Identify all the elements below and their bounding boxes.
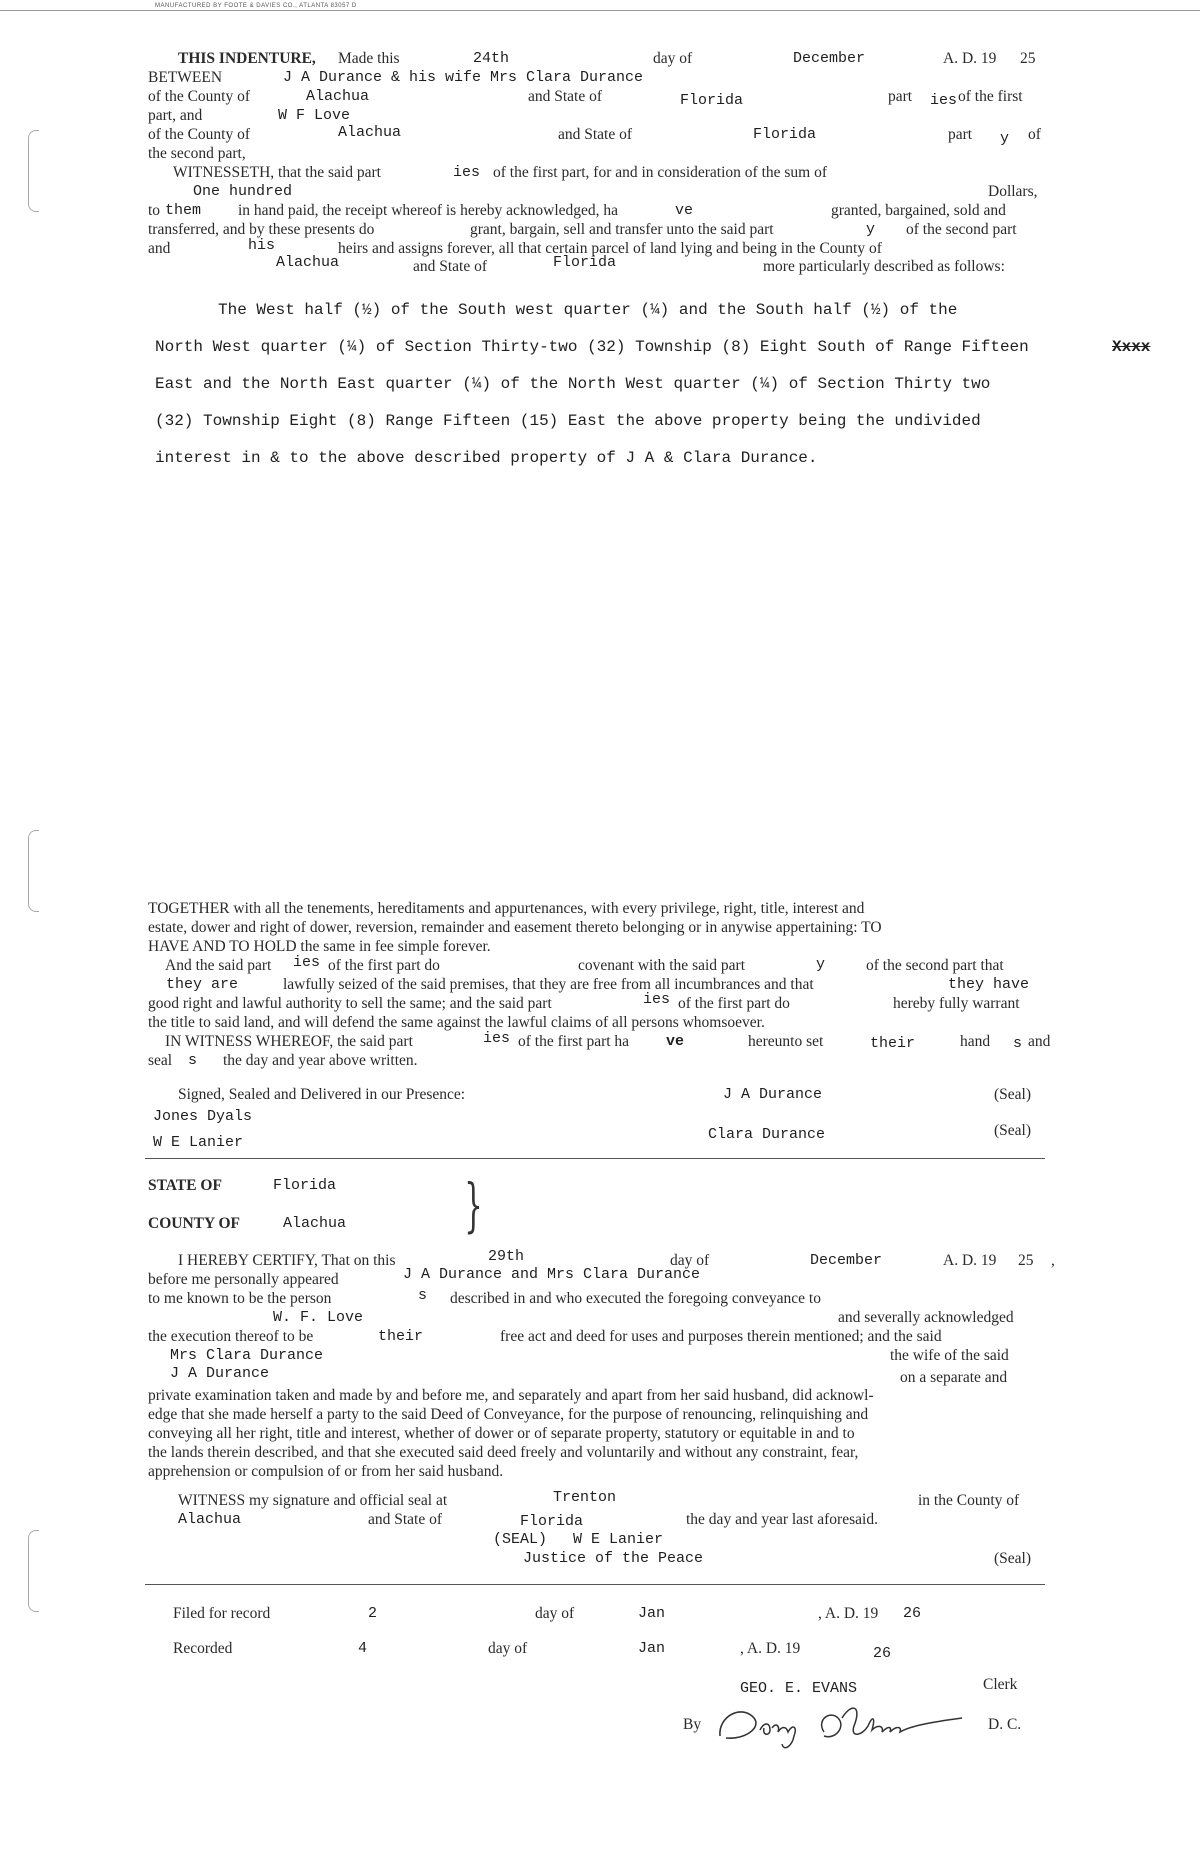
ack-year: 25 (1018, 1252, 1034, 1269)
indenture-heading: THIS INDENTURE, (178, 50, 316, 67)
county-label: of the County of (148, 126, 251, 143)
covenant-text: good right and lawful authority to sell the same; and the said part (148, 995, 552, 1012)
sum-amount: One hundred (193, 183, 293, 200)
exam-line-2: edge that she made herself a party to the said Deed of Conveyance, for the purpose of renouncing, relinquishing and (148, 1406, 869, 1423)
part-and-label: part, and (148, 107, 203, 124)
receipt-text: granted, bargained, sold and (831, 202, 1006, 219)
known-text: described in and who executed the foregoing conveyance to (450, 1290, 821, 1307)
appeared-label: before me personally appeared (148, 1271, 339, 1288)
covenant-text: And the said part (165, 957, 272, 974)
exam-line-3: conveying all her right, title and interest, whether of dower or of separate property, statutory or equitable in and to (148, 1425, 855, 1442)
transfer-text: grant, bargain, sell and transfer unto the said part (470, 221, 774, 238)
ad-label: , A. D. 19 (818, 1605, 879, 1622)
filed-month: Jan (638, 1605, 666, 1622)
plural-suffix: s (188, 1052, 198, 1069)
state-label: and State of (368, 1511, 443, 1528)
grantors: J A Durance & his wife Mrs Clara Durance (283, 69, 644, 86)
recorded-month: Jan (638, 1640, 666, 1657)
grantor-state: Florida (680, 92, 744, 109)
witnesseth-text: WITNESSETH, that the said part (173, 164, 381, 181)
comma: , (1051, 1252, 1055, 1269)
have-suffix: ve (666, 1033, 685, 1050)
in-witness-text: hereunto set (748, 1033, 824, 1050)
covenant-text: lawfully seized of the said premises, that they are free from all incumbrances and that (283, 976, 814, 993)
exam-line-4: the lands therein described, and that she executed said deed freely and voluntarily and without any constraint, fear, (148, 1444, 859, 1461)
in-county-label: in the County of (918, 1492, 1020, 1509)
land-county: Alachua (276, 254, 340, 271)
covenant-line-4: the title to said land, and will defend the same against the lawful claims of all persons whomsoever. (148, 1014, 765, 1031)
day-of-label: day of (535, 1605, 575, 1622)
grantee-suffix: y (1000, 130, 1010, 147)
of-the-first-label: of the first (958, 88, 1023, 105)
part-label: part (948, 126, 973, 143)
covenant-text: of the second part that (866, 957, 1004, 974)
grantor-suffix: ies (293, 954, 321, 971)
ack-text: and severally acknowledged (838, 1309, 1014, 1326)
day-of-label: day of (653, 50, 693, 67)
known-text: to me known to be the person (148, 1290, 332, 1307)
heirs-text: heirs and assigns forever, all that certain parcel of land lying and being in the County of (338, 240, 882, 257)
grantee-suffix: y (816, 956, 826, 973)
ack-place: Trenton (553, 1489, 617, 1506)
ad-label: , A. D. 19 (740, 1640, 801, 1657)
together-line-2: estate, dower and right of dower, reversion, remainder and easement thereto belonging or in anywise appertaining: TO (148, 919, 882, 936)
grantor-signature-1: J A Durance (723, 1086, 823, 1103)
county-label: of the County of (148, 88, 251, 105)
ack-witness-county: Alachua (178, 1511, 242, 1528)
plural-suffix: s (1013, 1035, 1023, 1052)
appeared-persons: J A Durance and Mrs Clara Durance (403, 1266, 701, 1283)
seal-mark: (Seal) (994, 1550, 1032, 1567)
witness-signature-2: W E Lanier (153, 1134, 244, 1151)
and-label: and (148, 240, 171, 257)
binding-mark (28, 130, 39, 212)
grantee: W F Love (278, 107, 351, 124)
in-witness-text: of the first part ha (518, 1033, 630, 1050)
by-label: By (683, 1716, 702, 1733)
together-line-1: TOGETHER with all the tenements, hereditaments and appurtenances, with every privilege, right, title, interest and (148, 900, 865, 917)
in-witness-text: IN WITNESS WHEREOF, the said part (165, 1033, 413, 1050)
deed-month: December (793, 50, 866, 67)
state-of-label: STATE OF (148, 1177, 222, 1194)
deed-year: 25 (1020, 50, 1036, 67)
filed-label: Filed for record (173, 1605, 271, 1622)
deputy-clerk-signature (712, 1696, 972, 1756)
officer-name: W E Lanier (573, 1531, 664, 1548)
hand-label: hand (960, 1033, 991, 1050)
clerk-name: GEO. E. EVANS (740, 1680, 858, 1697)
witness-pronoun: their (870, 1035, 916, 1052)
part-label: part (888, 88, 913, 105)
have-suffix: ve (675, 202, 694, 219)
and-label: and (1028, 1033, 1051, 1050)
witness-text: WITNESS my signature and official seal at (178, 1492, 448, 1509)
grantor-signature-2: Clara Durance (708, 1126, 826, 1143)
dollars-label: Dollars, (988, 183, 1038, 200)
officer-seal: (SEAL) (493, 1531, 548, 1548)
grantee-suffix: y (866, 221, 876, 238)
they-are: they are (166, 976, 239, 993)
aforesaid-text: the day and year last aforesaid. (686, 1511, 878, 1528)
exam-line-5: apprehension or compulsion of or from her said husband. (148, 1463, 504, 1480)
certify-text: I HEREBY CERTIFY, That on this (178, 1252, 396, 1269)
grantor-suffix: ies (483, 1030, 511, 1047)
officer-title: Justice of the Peace (523, 1550, 704, 1567)
grantor-county: Alachua (306, 88, 370, 105)
strikeout-text: Xxxx (1112, 338, 1151, 356)
recorded-day: 4 (358, 1640, 368, 1657)
exam-line-1: private examination taken and made by and before me, and separately and apart from her said husband, did acknowl- (148, 1387, 874, 1404)
description-line-1: The West half (½) of the South west quarter (¼) and the South half (½) of the (218, 301, 958, 319)
state-label: and State of (413, 258, 488, 275)
description-line-4: (32) Township Eight (8) Range Fifteen (15) East the above property being the undivided (155, 412, 981, 430)
witnesseth-text: of the first part, for and in consideration of the sum of (493, 164, 828, 181)
covenant-text: of the first part do (328, 957, 440, 974)
seal-mark: (Seal) (994, 1086, 1032, 1103)
made-this-label: Made this (338, 50, 400, 67)
to-label: to (148, 202, 161, 219)
witness-signature-1: Jones Dyals (153, 1108, 253, 1125)
covenant-text: hereby fully warrant (893, 995, 1020, 1012)
ack-witness-state: Florida (520, 1513, 584, 1530)
conveyance-to: W. F. Love (273, 1309, 364, 1326)
description-line-3: East and the North East quarter (¼) of the North West quarter (¼) of Section Thirty two (155, 375, 991, 393)
to-whom: them (165, 202, 202, 219)
signed-label: Signed, Sealed and Delivered in our Presence: (178, 1086, 466, 1103)
clerk-label: Clerk (983, 1676, 1018, 1693)
execution-text: free act and deed for uses and purposes therein mentioned; and the said (500, 1328, 942, 1345)
seal-mark: (Seal) (994, 1122, 1032, 1139)
second-part-label: the second part, (148, 145, 246, 162)
ad-label: A. D. 19 (943, 50, 997, 67)
ack-month: December (810, 1252, 883, 1269)
between-label: BETWEEN (148, 69, 223, 86)
land-state: Florida (553, 254, 617, 271)
covenant-text: of the first part do (678, 995, 790, 1012)
recorded-label: Recorded (173, 1640, 233, 1657)
binding-mark (28, 1530, 39, 1612)
recorded-year: 26 (873, 1645, 892, 1662)
section-divider (145, 1158, 1045, 1159)
transfer-text: transferred, and by these presents do (148, 221, 375, 238)
manufacturer-imprint: MANUFACTURED BY FOOTE & DAVIES CO., ATLANTA 83057 D (155, 3, 357, 9)
ack-county: Alachua (283, 1215, 347, 1232)
of-label: of (1028, 126, 1041, 143)
brace-symbol: } (464, 1171, 483, 1239)
day-of-label: day of (488, 1640, 528, 1657)
grantor-suffix: ies (643, 991, 671, 1008)
grantor-suffix: ies (453, 164, 481, 181)
ack-state: Florida (273, 1177, 337, 1194)
execution-text: the execution thereof to be (148, 1328, 314, 1345)
in-witness-text: the day and year above written. (223, 1052, 418, 1069)
description-line-5: interest in & to the above described property of J A & Clara Durance. (155, 449, 818, 467)
ack-day: 29th (488, 1248, 525, 1265)
husband-name: J A Durance (170, 1365, 270, 1382)
grantee-county: Alachua (338, 124, 402, 141)
together-line-3: HAVE AND TO HOLD the same in fee simple forever. (148, 938, 491, 955)
county-of-label: COUNTY OF (148, 1215, 240, 1232)
separate-label: on a separate and (900, 1369, 1008, 1386)
filed-day: 2 (368, 1605, 378, 1622)
state-label: and State of (558, 126, 633, 143)
grantor-suffix: ies (930, 92, 958, 109)
binding-mark (28, 830, 39, 912)
state-label: and State of (528, 88, 603, 105)
covenant-text: covenant with the said part (578, 957, 746, 974)
dc-label: D. C. (988, 1716, 1022, 1733)
seal-label: seal (148, 1052, 173, 1069)
ad-label: A. D. 19 (943, 1252, 997, 1269)
section-divider (145, 1584, 1045, 1585)
deed-day: 24th (473, 50, 510, 67)
grantee-state: Florida (753, 126, 817, 143)
more-particularly-label: more particularly described as follows: (763, 258, 1005, 275)
receipt-text: in hand paid, the receipt whereof is hereby acknowledged, ha (238, 202, 619, 219)
plural-suffix: s (418, 1287, 428, 1304)
transfer-text: of the second part (906, 221, 1017, 238)
they-have: they have (948, 976, 1030, 993)
wife-of-label: the wife of the said (890, 1347, 1009, 1364)
heirs-pronoun: his (248, 237, 276, 254)
day-of-label: day of (670, 1252, 710, 1269)
description-line-2: North West quarter (¼) of Section Thirty-two (32) Township (8) Eight South of Range Fifteen (155, 338, 1029, 356)
filed-year: 26 (903, 1605, 922, 1622)
wife-name: Mrs Clara Durance (170, 1347, 324, 1364)
execution-pronoun: their (378, 1328, 424, 1345)
